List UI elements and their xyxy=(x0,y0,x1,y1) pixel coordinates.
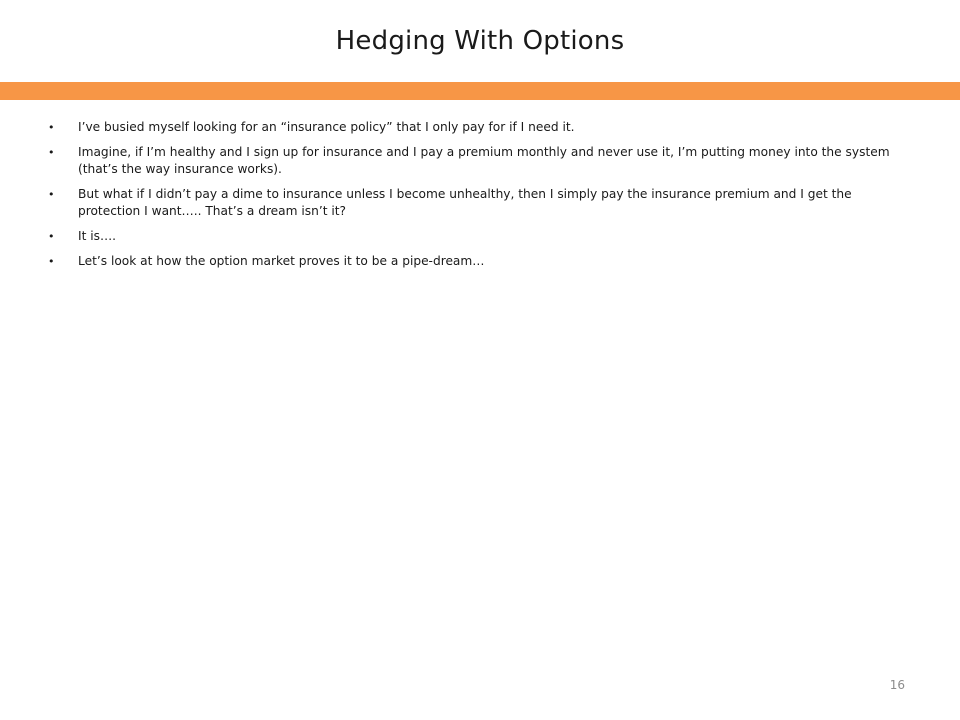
bullet-item xyxy=(48,253,908,270)
bullet-text: But what if I didn’t pay a dime to insurance unless I become unhealthy, then I simply pay the insurance premium and I get the protection I want….. That’s a dream isn’t it? xyxy=(78,187,852,218)
bullet-item xyxy=(48,119,908,136)
bullet-text: Let’s look at how the option market proves it to be a pipe-dream… xyxy=(78,254,485,268)
bullet-text: Imagine, if I’m healthy and I sign up for insurance and I pay a premium monthly and never use it, I’m putting money into the system (that’s the way insurance works). xyxy=(78,145,890,176)
accent-bar xyxy=(0,82,960,100)
bullet-item xyxy=(48,186,908,220)
page-number: 16 xyxy=(889,678,905,692)
bullet-item xyxy=(48,144,908,178)
bullet-icon: • xyxy=(48,255,55,268)
slide-title: Hedging With Options xyxy=(335,26,625,56)
bullet-icon: • xyxy=(48,188,55,201)
bullet-text: I’ve busied myself looking for an “insurance policy” that I only pay for if I need it. xyxy=(78,120,575,134)
bullet-icon: • xyxy=(48,230,55,243)
bullet-text: It is…. xyxy=(78,229,117,243)
bullet-list xyxy=(48,119,908,278)
bullet-item xyxy=(48,228,908,245)
bullet-icon: • xyxy=(48,146,55,159)
bullet-icon: • xyxy=(48,121,55,134)
